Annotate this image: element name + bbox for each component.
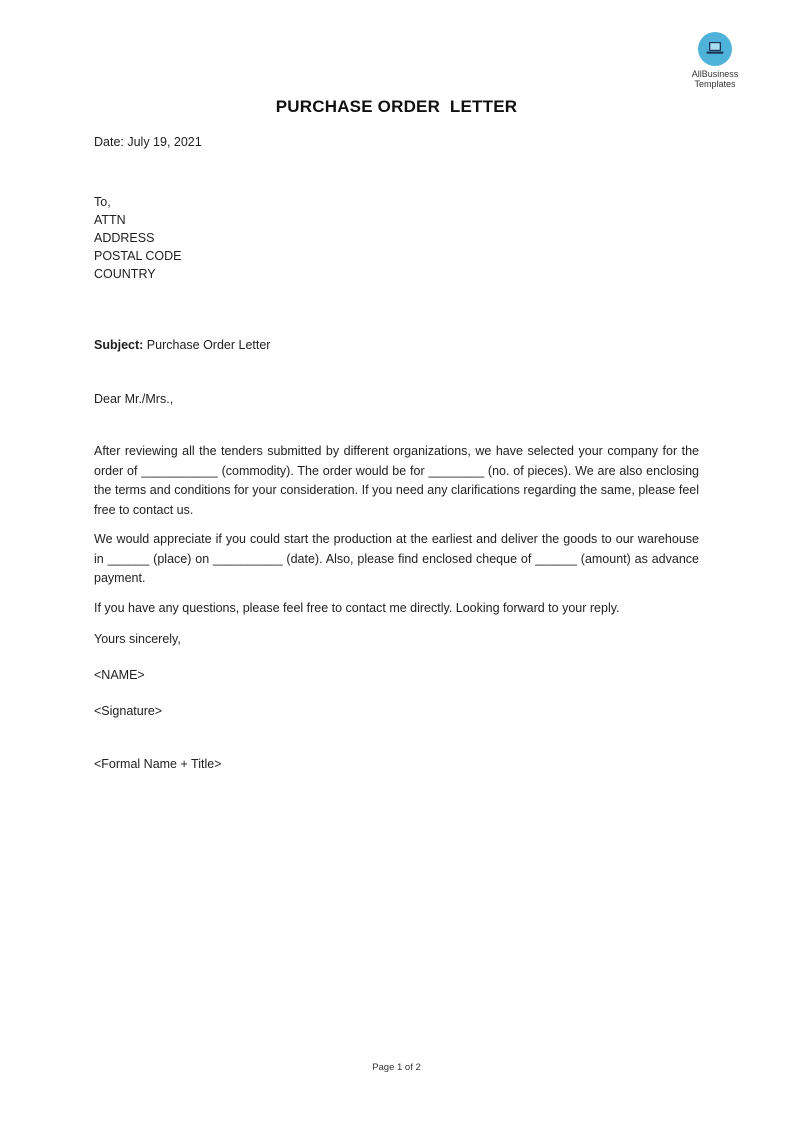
body-paragraph-2: We would appreciate if you could start the production at the earliest and deliver the goods to our warehouse in ______ (place) on __________ (date). Also, please find enclosed cheque of ______ (amount) as advance payment.: [94, 532, 699, 585]
document-title: PURCHASE ORDER LETTER: [275, 97, 518, 116]
logo-text: [680, 69, 750, 89]
brand-logo: [680, 32, 750, 89]
page-number: Page 1 of 2: [372, 1062, 421, 1073]
body-paragraph-3: If you have any questions, please feel free to contact me directly. Looking forward to your reply.: [94, 601, 620, 615]
formal-name-placeholder: <Formal Name + Title>: [94, 757, 222, 771]
closing: Yours sincerely,: [94, 632, 181, 646]
body-paragraph-1: After reviewing all the tenders submitted by different organizations, we have selected your company for the order of ___________ (commodity). The order would be for ________ (no. of pieces). We are also enclosing the terms and conditions for your consideration. If you need any clarifications regarding the same, please feel free to contact us.: [94, 444, 699, 517]
subject-label: Subject:: [94, 338, 144, 352]
name-placeholder: <NAME>: [94, 668, 145, 682]
address-attn: ATTN: [94, 213, 126, 227]
subject-text: Purchase Order Letter: [143, 338, 271, 352]
logo-text-line2: Templates: [694, 79, 736, 89]
address-country: COUNTRY: [94, 267, 156, 281]
logo-badge: [698, 32, 732, 66]
date-line: Date: July 19, 2021: [94, 135, 202, 149]
address-to: To,: [94, 195, 111, 209]
signature-placeholder: <Signature>: [94, 704, 163, 718]
logo-text-line1: AllBusiness: [691, 69, 739, 79]
subject-line: [94, 336, 270, 354]
laptop-icon: [706, 41, 724, 55]
address-postal-code: POSTAL CODE: [94, 249, 182, 263]
salutation: Dear Mr./Mrs.,: [94, 392, 174, 406]
address-line: ADDRESS: [94, 231, 155, 245]
